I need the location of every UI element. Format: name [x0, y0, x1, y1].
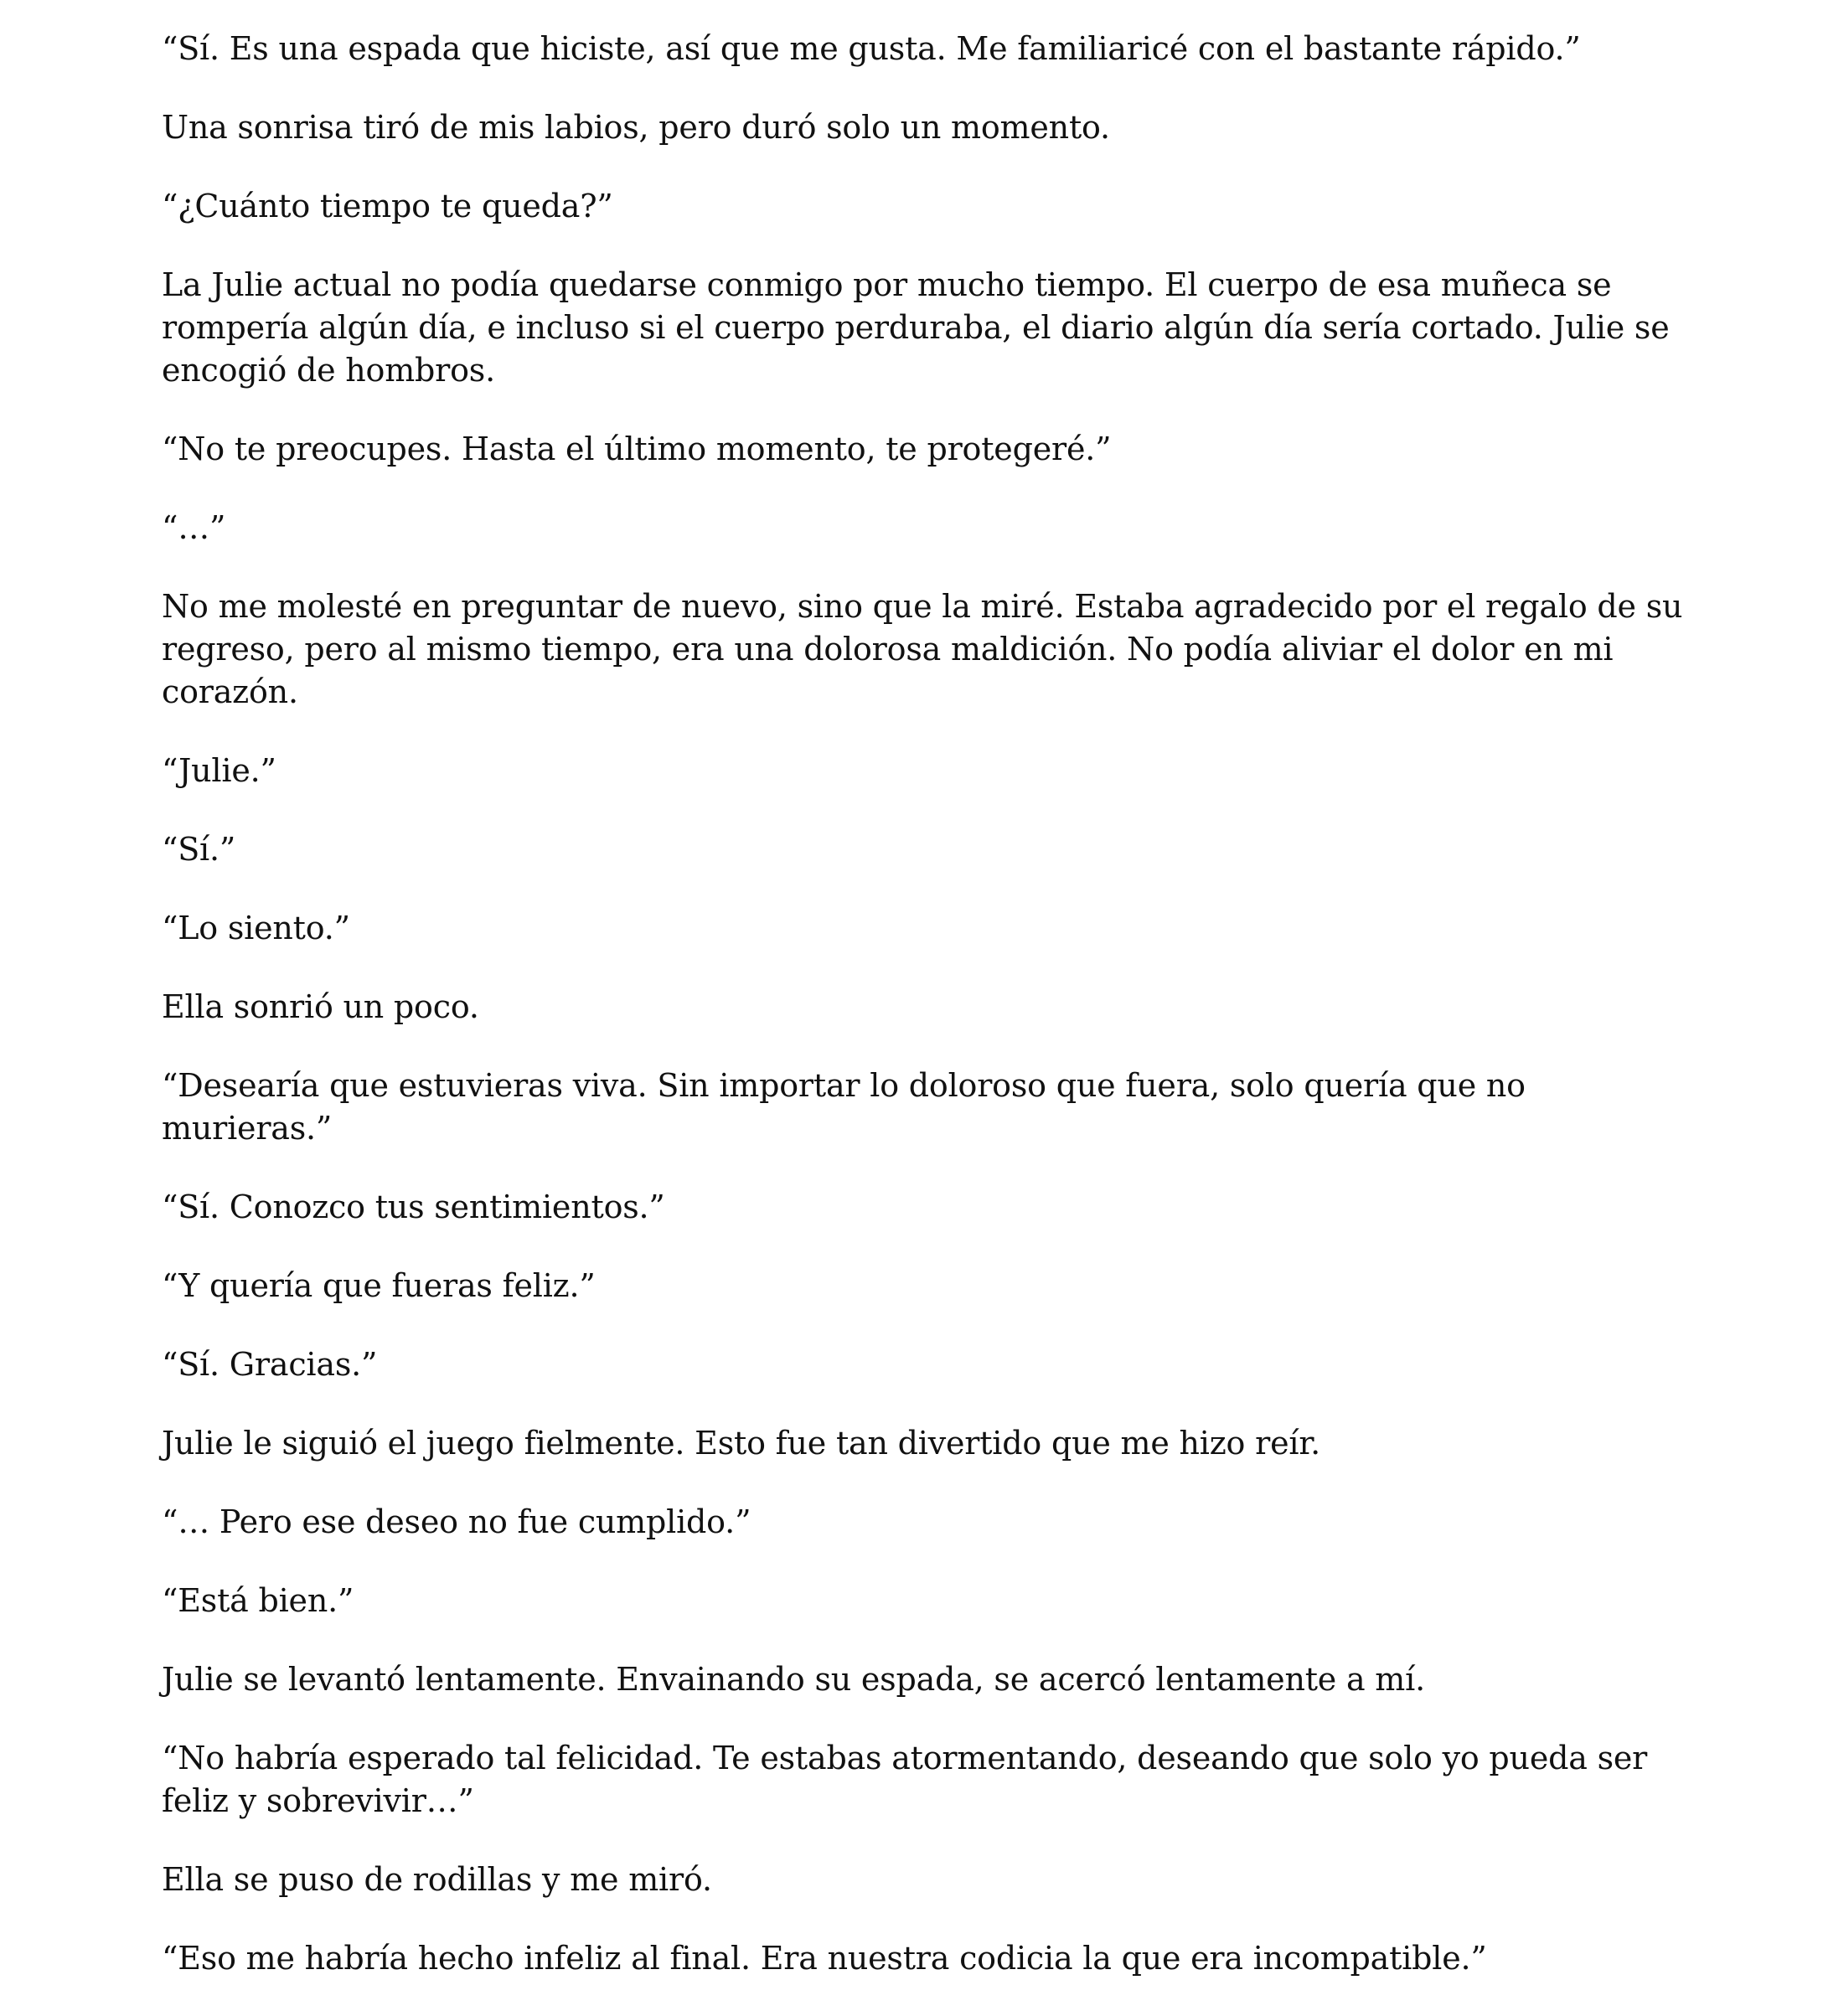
text-column — [162, 28, 1695, 2016]
paragraph: Una sonrisa tiró de mis labios, pero duró solo un momento. — [162, 109, 1110, 146]
paragraph: “Desearía que estuvieras viva. Sin importar lo doloroso que fuera, solo quería que no murieras.” — [162, 1067, 1526, 1147]
paragraph: “Sí. Conozco tus sentimientos.” — [162, 1188, 665, 1225]
paragraph: “Julie.” — [162, 752, 276, 789]
paragraph: “… Pero ese deseo no fue cumplido.” — [162, 1503, 751, 1540]
paragraph: “Eso me habría hecho infeliz al final. Era nuestra codicia la que era incompatible.” — [162, 1940, 1487, 1977]
paragraph: “Sí.” — [162, 831, 236, 868]
paragraph: “Y quería que fueras feliz.” — [162, 1267, 596, 1304]
paragraph: Ella sonrió un poco. — [162, 988, 479, 1025]
paragraph: “No habría esperado tal felicidad. Te estabas atormentando, deseando que solo yo pueda ser feliz y sobrevivir…” — [162, 1740, 1648, 1819]
paragraph: Ella se puso de rodillas y me miró. — [162, 1861, 712, 1898]
paragraph: Julie le siguió el juego fielmente. Esto fue tan divertido que me hizo reír. — [162, 1425, 1320, 1462]
paragraph: Julie se levantó lentamente. Envainando su espada, se acercó lentamente a mí. — [162, 1661, 1425, 1698]
paragraph: “Sí. Gracias.” — [162, 1346, 378, 1383]
paragraph: “…” — [162, 509, 226, 546]
paragraph: “¿Cuánto tiempo te queda?” — [162, 188, 613, 224]
paragraph: No me molesté en preguntar de nuevo, sino que la miré. Estaba agradecido por el regalo de su regreso, pero al mismo tiempo, era una dolorosa maldición. No podía aliviar el dolor en mi corazón. — [162, 588, 1683, 710]
paragraph: “Sí. Es una espada que hiciste, así que me gusta. Me familiaricé con el bastante rápido.” — [162, 30, 1581, 67]
paragraph: “Lo siento.” — [162, 910, 350, 946]
paragraph: “Está bien.” — [162, 1582, 354, 1619]
paragraph: “No te preocupes. Hasta el último momento, te protegeré.” — [162, 431, 1112, 467]
paragraph: La Julie actual no podía quedarse conmigo por mucho tiempo. El cuerpo de esa muñeca se rompería algún día, e incluso si el cuerpo perduraba, el diario algún día sería cortado. Julie se encogió de hombros. — [162, 266, 1670, 389]
